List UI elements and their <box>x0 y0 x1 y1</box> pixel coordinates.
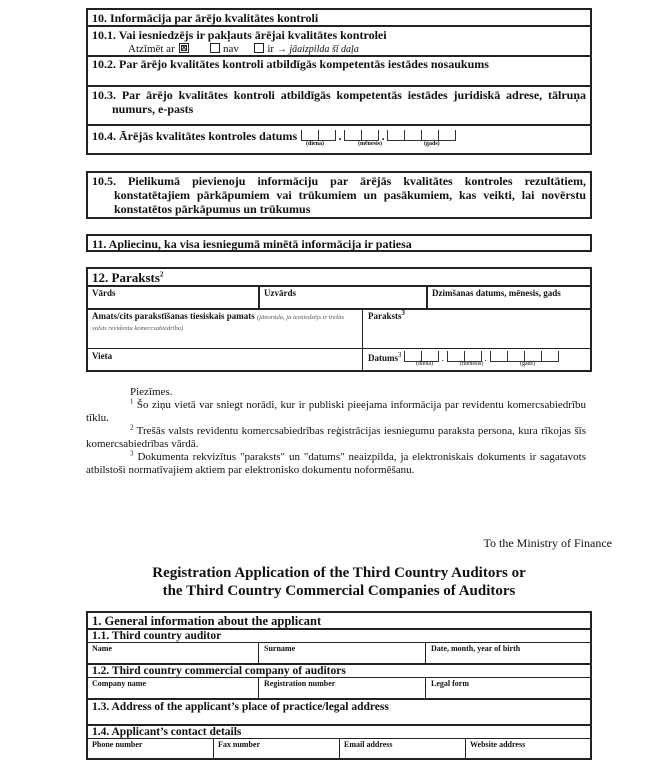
section-12-title-text: 12. Paraksts <box>92 270 160 285</box>
surname-field-label: Uzvārds <box>264 288 296 298</box>
section-11-label: 11. Apliecinu, ka visa iesniegumā minētā informācija ir patiesa <box>92 237 412 251</box>
sig-month-caption: (mēnesis) <box>460 361 484 367</box>
note-2-num: 2 <box>130 423 134 432</box>
q10-2-label: 10.2. Par ārējo kvalitātes kontroli atbildīgās kompetentās iestādes nosaukums <box>92 57 489 71</box>
footnote-ref-2: 2 <box>159 270 164 279</box>
section-10-box <box>86 8 592 155</box>
footnote-ref-3: 3 <box>401 309 405 317</box>
surname-label: Surname <box>264 644 296 653</box>
checkbox-nav[interactable] <box>210 43 220 53</box>
company-name-label: Company name <box>92 679 147 688</box>
q10-1-label: 10.1. Vai iesniedzējs ir pakļauts ārējai kvalitātes kontrolei <box>92 28 387 42</box>
note-1-text: Šo ziņu vietā var sniegt norādi, kur ir publiski pieejama informācija par revidentu komercsabiedrību tīklu. <box>86 399 586 424</box>
month-caption: (mēnesis) <box>358 141 382 147</box>
note-3 <box>86 451 586 477</box>
section-12-box <box>86 267 592 372</box>
birthdate-field-label: Dzimšanas datums, mēnesis, gads <box>432 288 561 298</box>
general-info-box <box>86 611 592 760</box>
email-label: Email address <box>344 740 393 749</box>
year-caption: (gads) <box>424 141 440 147</box>
s1-title: 1. General information about the applicant <box>92 614 322 628</box>
name-field-label: Vārds <box>92 288 116 298</box>
legal-form-label: Legal form <box>431 679 469 688</box>
section-10-title: 10. Informācija par ārējo kvalitātes kontroli <box>92 11 319 25</box>
website-label: Website address <box>470 740 526 749</box>
q10-5-label: 10.5. Pielikumā pievienoju informāciju par ārējās kvalitātes kontroles rezultātiem, konstatētajiem pārkāpumiem vai trūkumiem un pasākumiem, kas veikti, lai novērstu konstatētos pārkāpumus un trūkumus <box>92 174 586 216</box>
birthdate-label: Date, month, year of birth <box>431 644 521 653</box>
q10-4-label: 10.4. Ārējās kvalitātes kontroles datums <box>92 129 298 143</box>
signature-field[interactable] <box>368 311 405 322</box>
s1-1-title: 1.1. Third country auditor <box>92 630 222 642</box>
s1-4-title: 1.4. Applicant’s contact details <box>92 726 242 738</box>
option-ir-note: → jāaizpilda šī daļa <box>276 44 359 55</box>
option-nav-label: nav <box>222 43 239 55</box>
note-2 <box>86 425 586 451</box>
phone-label: Phone number <box>92 740 143 749</box>
english-title-line1: Registration Application of the Third Country Auditors or <box>152 565 526 581</box>
note-2-text: Trešās valsts revidentu komercsabiedrības reģistrācijas iesniegumu paraksta persona, kura rīkojas šīs komercsabiedrības vārdā. <box>86 425 586 450</box>
note-3-text: Dokumenta rekvizītus "paraksts" un "datums" neaizpilda, ja elektroniskais dokuments ir sagatavots atbilstoši normatīvajiem aktiem par elektronisko dokumentu noformēšanu. <box>86 451 587 476</box>
q10-1 <box>92 28 590 57</box>
date-year-field[interactable] <box>387 127 456 144</box>
signature-label: Paraksts <box>368 311 402 321</box>
sig-day-caption: (diena) <box>416 361 433 367</box>
note-1 <box>86 399 586 425</box>
english-title <box>86 564 592 600</box>
date-field: Datums$^3$ . . <box>368 351 559 364</box>
day-caption: (diena) <box>306 141 324 147</box>
mark-with-label: Atzīmēt ar <box>128 43 175 55</box>
position-label: Amats/cits parakstīšanas tiesiskais pamats <box>92 311 255 321</box>
english-title-line2: the Third Country Commercial Companies of Auditors <box>162 583 516 599</box>
place-field-label: Vieta <box>92 351 113 361</box>
date-label: Datums <box>368 353 399 363</box>
position-note: (jānorāda, ja iesniedzējs ir trešās valsts revidentu komercsabiedrība) <box>92 314 344 332</box>
registration-number-label: Registration number <box>264 679 336 688</box>
name-label: Name <box>92 644 112 653</box>
section-11-box <box>86 234 592 252</box>
footnote-ref-3b: 3 <box>398 351 402 359</box>
addressee: To the Ministry of Finance <box>483 536 612 550</box>
note-3-num: 3 <box>130 449 134 458</box>
checked-box-icon <box>179 43 189 53</box>
section-12-title <box>92 270 163 285</box>
notes <box>86 386 586 477</box>
notes-heading: Piezīmes. <box>130 386 173 398</box>
q10-3-label: 10.3. Par ārējo kvalitātes kontroli atbildīgās kompetentās iestādes juridiskā adrese, tālruņa numurs, e-pasts <box>92 88 586 116</box>
position-field[interactable] <box>92 311 360 333</box>
q10-4: 10.4. Ārējās kvalitātes kontroles datums . . <box>92 127 590 145</box>
s1-2-title: 1.2. Third country commercial company of auditors <box>92 665 346 677</box>
sig-year-caption: (gads) <box>520 361 535 367</box>
fax-label: Fax number <box>218 740 260 749</box>
note-1-num: 1 <box>130 397 134 406</box>
s1-3-title: 1.3. Address of the applicant’s place of practice/legal address <box>92 701 389 713</box>
q10-5-box <box>86 171 592 219</box>
option-ir-label: ir <box>267 43 275 55</box>
checkbox-ir[interactable] <box>254 43 264 53</box>
